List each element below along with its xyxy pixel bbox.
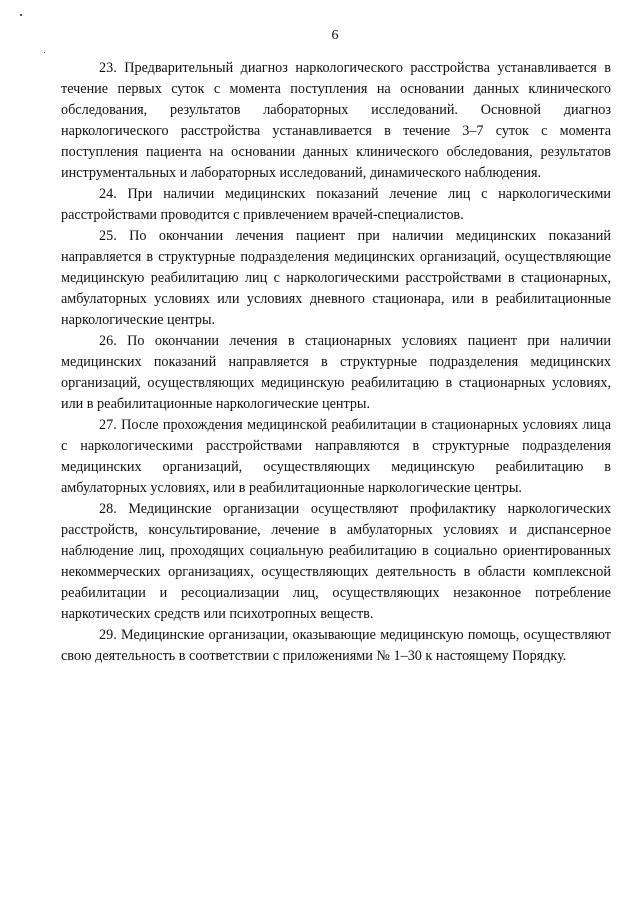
paragraph-25: 25. По окончании лечения пациент при наличии медицинских показаний направляется в структурные подразделения медицинских организаций, осуществляющие медицинскую реабилитацию лиц с наркологическими расстройствами в стационарных, амбулаторных условиях или условиях дневного стационара, или в реабилитационные наркологические центры. bbox=[61, 228, 611, 328]
scan-artifact bbox=[20, 14, 22, 16]
document-body bbox=[61, 58, 611, 667]
paragraph-27: 27. После прохождения медицинской реабилитации в стационарных условиях лица с наркологическими расстройствами направляются в структурные подразделения медицинских организаций, осуществляющих медицинскую реабилитацию в амбулаторных условиях, или в реабилитационные наркологические центры. bbox=[61, 417, 611, 496]
scan-artifact bbox=[44, 52, 45, 53]
paragraph-28: 28. Медицинские организации осуществляют профилактику наркологических расстройств, консультирование, лечение в амбулаторных условиях и диспансерное наблюдение лиц, проходящих социальную реабилитацию в социально ориентированных некоммерческих организациях, осуществляющих деятельность в области комплексной реабилитации и ресоциализации лиц, осуществляющих незаконное потребление наркотических средств или психотропных веществ. bbox=[61, 501, 611, 622]
paragraph-23: 23. Предварительный диагноз наркологического расстройства устанавливается в течение первых суток с момента поступления на основании данных клинического обследования, результатов лабораторных исследований. Основной диагноз наркологического расстройства устанавливается в течение 3–7 суток с момента поступления пациента на основании данных клинического обследования, результатов инструментальных и лабораторных исследований, динамического наблюдения. bbox=[61, 60, 611, 181]
page-number: 6 bbox=[331, 28, 339, 43]
paragraph-26: 26. По окончании лечения в стационарных условиях пациент при наличии медицинских показаний направляется в структурные подразделения медицинских организаций, осуществляющих медицинскую реабилитацию в стационарных условиях, или в реабилитационные наркологические центры. bbox=[61, 333, 611, 412]
paragraph-29: 29. Медицинские организации, оказывающие медицинскую помощь, осуществляют свою деятельность в соответствии с приложениями № 1–30 к настоящему Порядку. bbox=[61, 627, 611, 664]
paragraph-24: 24. При наличии медицинских показаний лечение лиц с наркологическими расстройствами проводится с привлечением врачей-специалистов. bbox=[61, 186, 611, 223]
